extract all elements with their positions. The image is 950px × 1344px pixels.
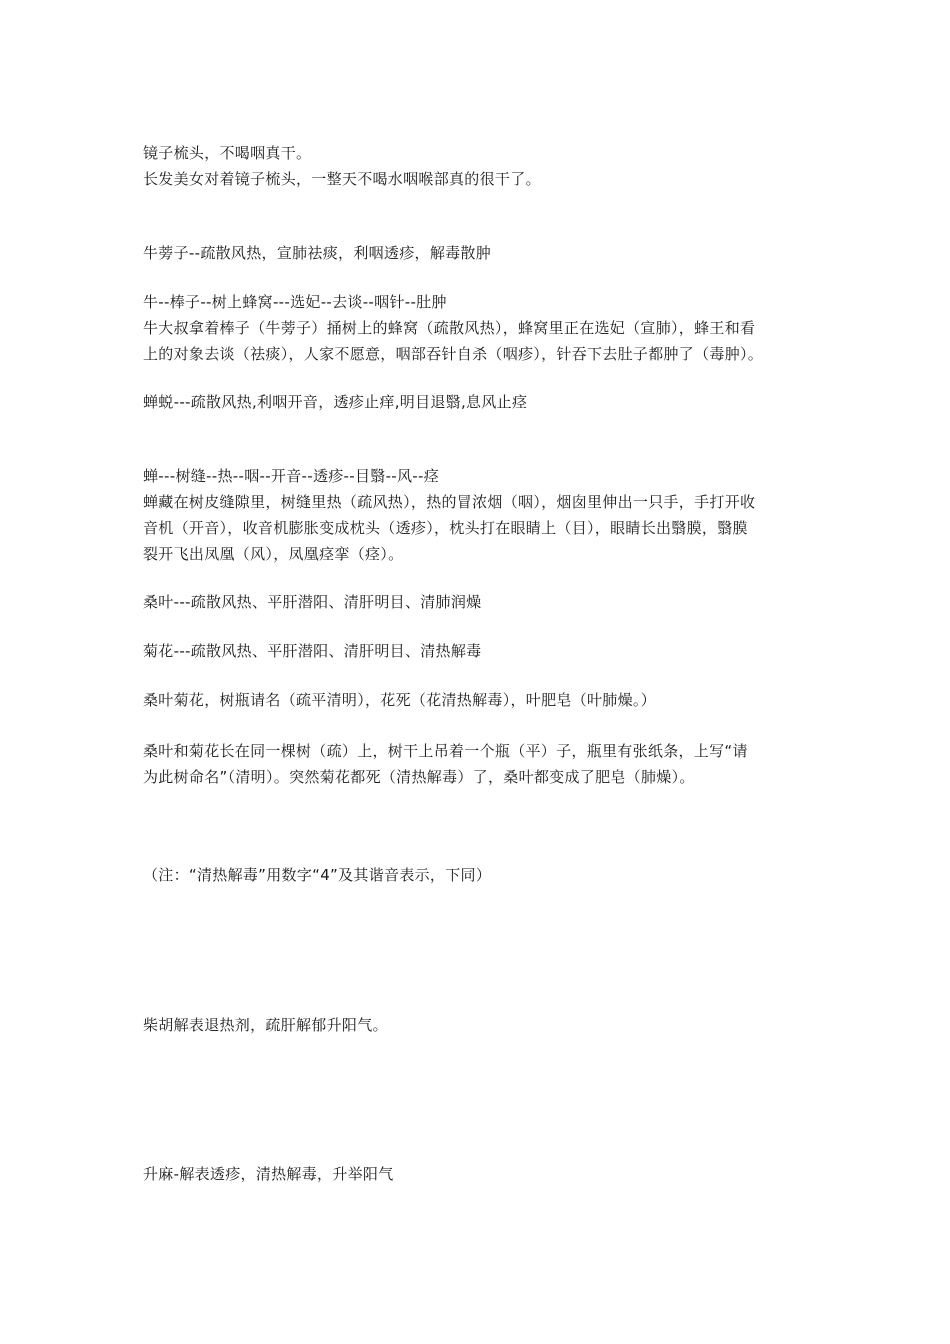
text-line: 蝉蜕---疏散风热,利咽开音，透疹止痒,明目退翳,息风止痉 <box>143 393 528 411</box>
text-line: 音机（开音），收音机膨胀变成枕头（透疹），枕头打在眼睛上（目），眼睛长出翳膜，翳膜 <box>143 519 748 537</box>
text-line: 桑叶和菊花长在同一棵树（疏）上，树干上吊着一个瓶（平）子，瓶里有张纸条，上写“请 <box>143 742 748 760</box>
text-line: 牛蒡子--疏散风热，宣肺祛痰，利咽透疹，解毒散肿 <box>143 244 492 262</box>
text-line: 上的对象去谈（祛痰），人家不愿意，咽部吞针自杀（咽疹），针吞下去肚子都肿了（毒肿）。 <box>143 345 764 363</box>
text-line: 镜子梳头，不喝咽真干。 <box>143 144 312 162</box>
note-line: （注：“清热解毒”用数字“4”及其谐音表示，下同） <box>143 866 492 884</box>
text-line: 菊花---疏散风热、平肝潜阳、清肝明目、清热解毒 <box>143 642 482 660</box>
text-line: 升麻-解表透疹，清热解毒，升举阳气 <box>143 1165 394 1183</box>
text-line: 裂开飞出凤凰（风），凤凰痉挛（痉）。 <box>143 545 404 563</box>
text-line: 桑叶菊花，树瓶请名（疏平清明），花死（花清热解毒），叶肥皂（叶肺燥。） <box>143 691 657 709</box>
text-line: 牛--棒子--树上蜂窝---选妃--去谈--咽针--肚肿 <box>143 293 447 311</box>
text-line: 牛大叔拿着棒子（牛蒡子）捅树上的蜂窝（疏散风热），蜂窝里正在选妃（宣肺），蜂王和看 <box>143 319 756 337</box>
text-line: 蝉---树缝--热--咽--开音--透疹--目翳--风--痉 <box>143 467 440 485</box>
text-line: 柴胡解表退热剂，疏肝解郁升阳气。 <box>143 1016 388 1034</box>
text-line: 为此树命名”（清明）。突然菊花都死（清热解毒）了，桑叶都变成了肥皂（肺燥）。 <box>143 768 695 786</box>
text-line: 桑叶---疏散风热、平肝潜阳、清肝明目、清肺润燥 <box>143 593 482 611</box>
text-line: 长发美女对着镜子梳头，一整天不喝水咽喉部真的很干了。 <box>143 170 541 188</box>
text-line: 蝉藏在树皮缝隙里，树缝里热（疏风热），热的冒浓烟（咽），烟囱里伸出一只手，手打开收 <box>143 493 756 511</box>
